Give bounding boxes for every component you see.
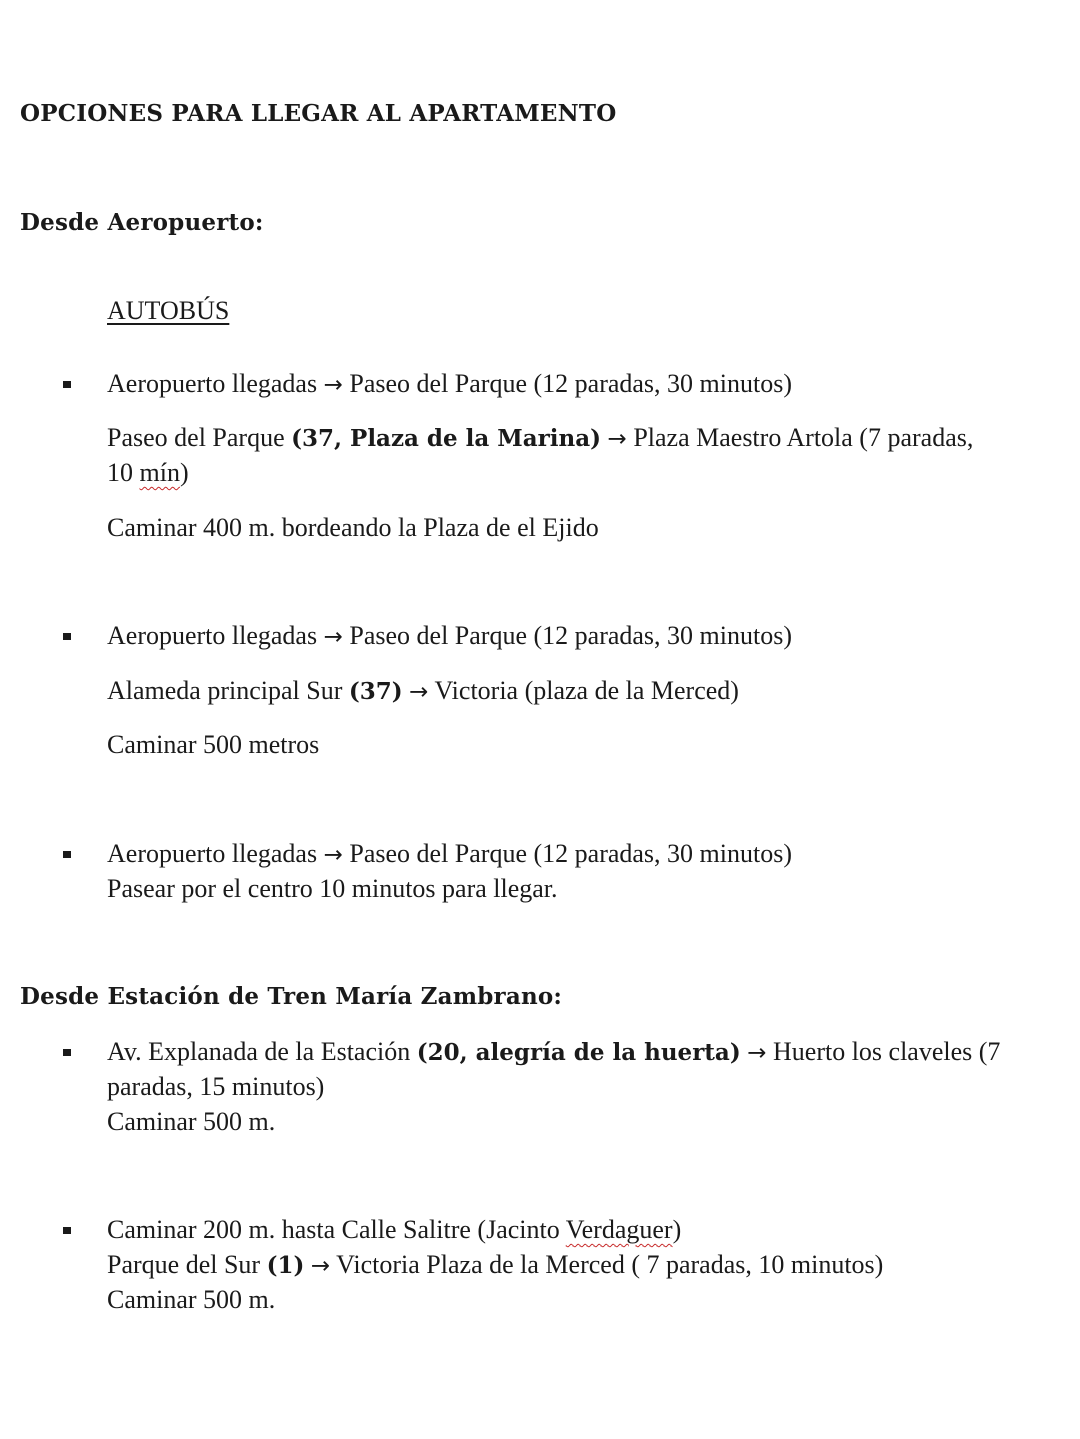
route-line [107,1034,1000,1071]
bullet-marker [63,1227,71,1234]
subheading-bus: AUTOBÚS [107,296,230,325]
route-detail: 10 [107,458,140,487]
route-line [107,1247,883,1284]
bullet-marker [63,381,71,388]
bullet-marker [63,851,71,858]
route-line-continuation: paradas, 15 minutos) [107,1072,325,1101]
walk-instruction: Caminar 400 m. bordeando la Plaza de el Ejido [107,513,599,542]
section-heading-train-station: Desde Estación de Tren María Zambrano: [20,983,563,1010]
route-line [107,836,792,873]
walk-instruction [107,1212,681,1247]
bullet-marker [63,633,71,640]
route-origin: Alameda principal Sur [107,676,349,705]
document-title: OPCIONES PARA LLEGAR AL APARTAMENTO [20,100,617,127]
route-line [107,366,792,403]
route-destination: Paseo del Parque (12 paradas, 30 minutos) [342,839,792,868]
route-line [107,420,973,457]
route-line [107,673,739,710]
walk-instruction: Pasear por el centro 10 minutos para llegar. [107,874,558,903]
bus-line-label: (37) [348,678,403,705]
arrow-right-icon: → [310,1253,331,1279]
arrow-right-icon: → [607,426,627,452]
bus-line-label: (1) [266,1252,305,1279]
arrow-right-icon: → [323,842,343,868]
arrow-right-icon: → [747,1040,767,1066]
arrow-right-icon: → [323,624,343,650]
route-origin: Aeropuerto llegadas [107,369,324,398]
route-destination: Victoria Plaza de la Merced ( 7 paradas, 10 minutos) [330,1250,884,1279]
section-heading-airport: Desde Aeropuerto: [20,209,264,236]
route-destination: Victoria (plaza de la Merced) [428,676,739,705]
walk-instruction: Caminar 500 m. [107,1107,276,1136]
bullet-marker [63,1049,71,1056]
route-destination: Paseo del Parque (12 paradas, 30 minutos) [342,369,792,398]
bus-line-label: (20, alegría de la huerta) [416,1039,741,1066]
walk-instruction: Caminar 500 m. [107,1285,276,1314]
route-line-continuation [107,455,189,490]
route-origin: Aeropuerto llegadas [107,839,324,868]
walk-text-end: ) [672,1215,682,1244]
route-destination: Plaza Maestro Artola (7 paradas, [626,423,974,452]
route-origin: Aeropuerto llegadas [107,621,324,650]
walk-instruction: Caminar 500 metros [107,730,320,759]
arrow-right-icon: → [409,679,429,705]
route-destination: Paseo del Parque (12 paradas, 30 minutos) [342,621,792,650]
route-origin: Paseo del Parque [107,423,292,452]
spellcheck-marked-word: Verdaguer [565,1215,673,1244]
walk-text: Caminar 200 m. hasta Calle Salitre (Jacinto [107,1215,566,1244]
bus-line-label: (37, Plaza de la Marina) [291,425,602,452]
route-detail-end: ) [179,458,189,487]
route-origin: Parque del Sur [107,1250,267,1279]
spellcheck-marked-word: mín [139,458,180,487]
route-destination: Huerto los claveles (7 [766,1037,1001,1066]
route-origin: Av. Explanada de la Estación [107,1037,417,1066]
route-line [107,618,792,655]
arrow-right-icon: → [323,372,343,398]
